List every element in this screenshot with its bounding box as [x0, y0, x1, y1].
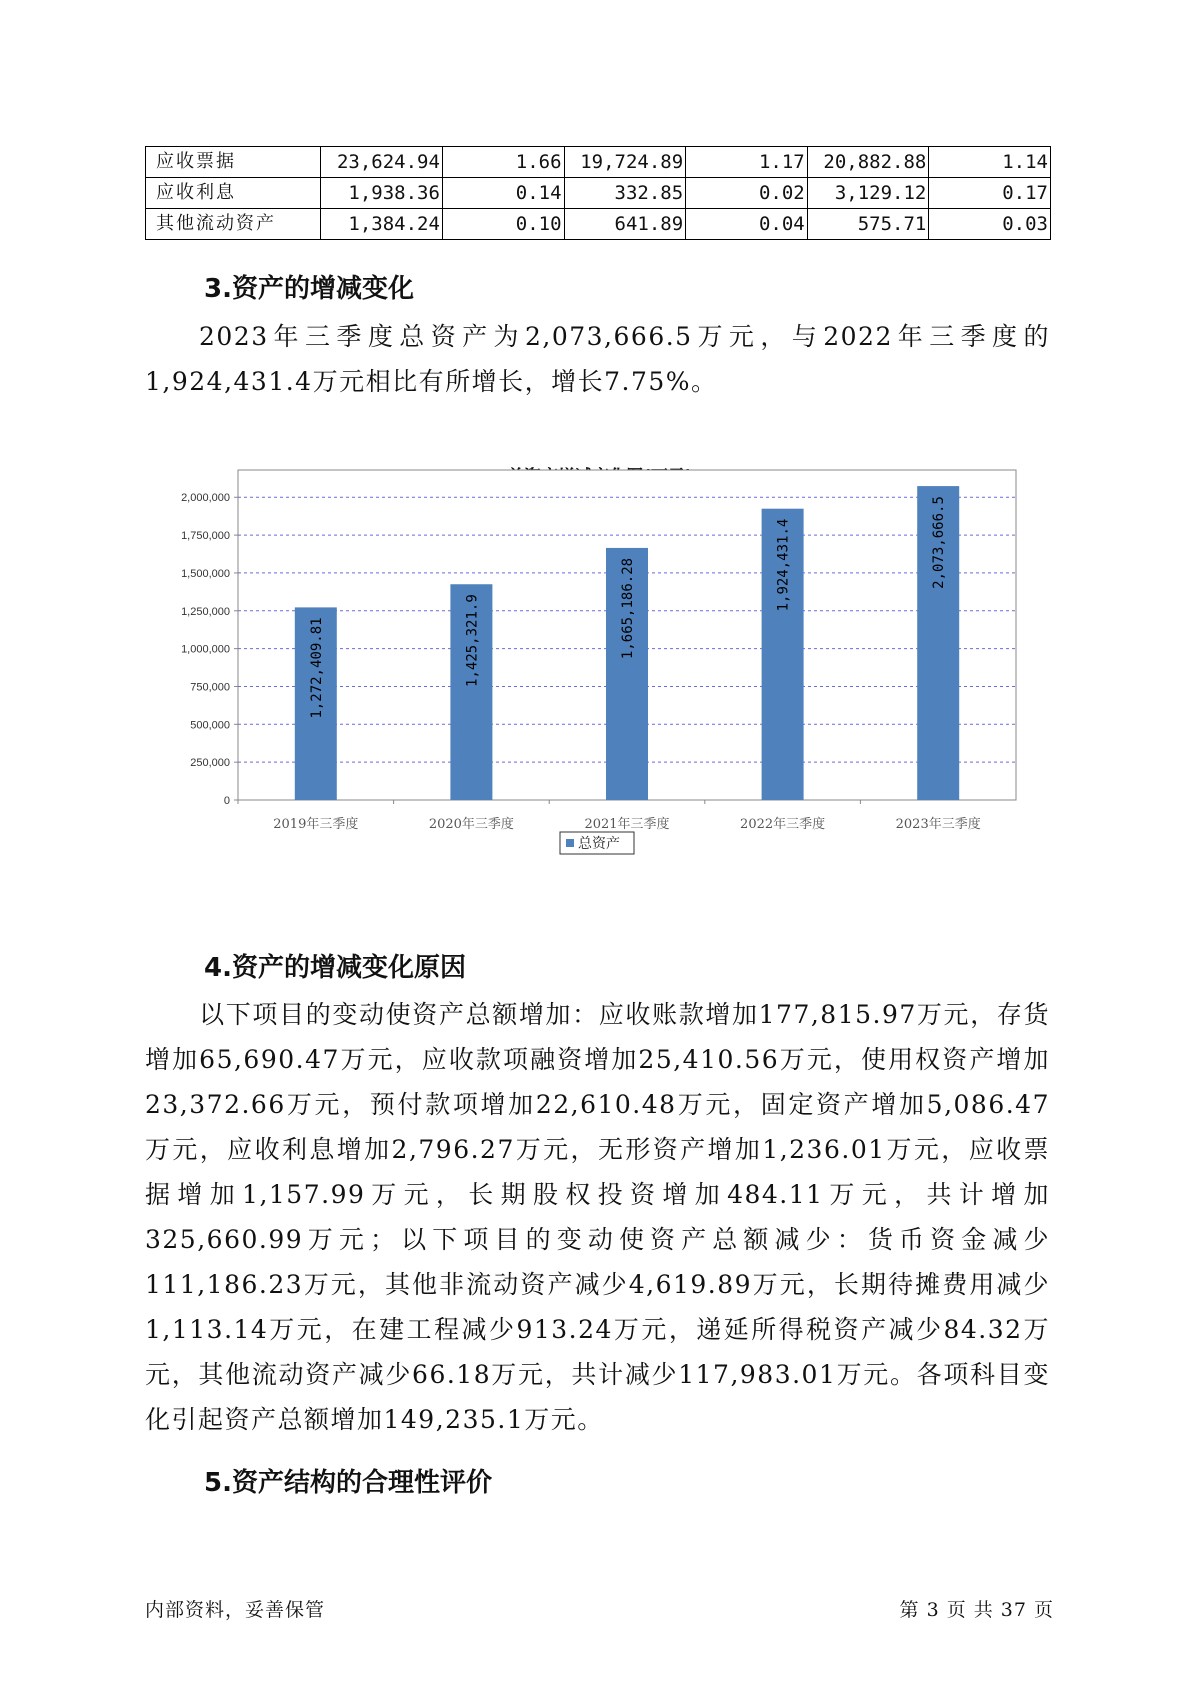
y-tick-label: 750,000: [190, 681, 230, 694]
bar-value-label: 1,272,409.81: [308, 617, 325, 719]
section-3-text: 2023年三季度总资产为2,073,666.5万元，与2022年三季度的1,924,431.4万元相比有所增长，增长7.75%。: [145, 322, 1050, 396]
percent-cell: 1.66: [442, 147, 564, 178]
row-name-cell: 其他流动资产: [146, 209, 321, 240]
y-tick-label: 2,000,000: [181, 492, 230, 505]
percent-cell: 0.17: [929, 178, 1051, 209]
section-3-heading: 3.资产的增减变化: [204, 274, 414, 304]
value-cell: 1,938.36: [321, 178, 443, 209]
value-cell: 1,384.24: [321, 209, 443, 240]
y-tick-label: 0: [223, 795, 230, 807]
row-name-cell: 应收利息: [146, 178, 321, 209]
table-row: [146, 209, 1051, 240]
percent-cell: 0.02: [686, 178, 808, 209]
section-3-paragraph: [145, 314, 1050, 404]
percent-cell: 0.03: [929, 209, 1051, 240]
percent-cell: 1.17: [686, 147, 808, 178]
asset-table: [145, 146, 1051, 240]
value-cell: 332.85: [564, 178, 686, 209]
y-tick-label: 1,750,000: [181, 530, 230, 543]
value-cell: 3,129.12: [807, 178, 929, 209]
table-row: [146, 147, 1051, 178]
footer-page-number: 第 3 页 共 37 页: [899, 1599, 1054, 1621]
y-tick-label: 500,000: [190, 719, 230, 732]
value-cell: 20,882.88: [807, 147, 929, 178]
section-4-paragraph: [145, 992, 1050, 1442]
x-tick-label: 2021年三季度: [584, 817, 670, 832]
percent-cell: 0.04: [686, 209, 808, 240]
y-tick-label: 250,000: [190, 757, 230, 770]
legend-swatch: [566, 839, 574, 847]
bar-value-label: 1,924,431.4: [775, 518, 792, 612]
bar-value-label: 1,425,321.9: [464, 594, 481, 687]
row-name-cell: 应收票据: [146, 147, 321, 178]
percent-cell: 0.14: [442, 178, 564, 209]
y-tick-label: 1,500,000: [181, 567, 230, 580]
bar-value-label: 1,665,186.28: [620, 557, 636, 660]
section-5-heading: 5.资产结构的合理性评价: [204, 1468, 492, 1498]
value-cell: 19,724.89: [564, 147, 686, 178]
total-assets-bar-chart: [160, 460, 1040, 860]
x-tick-label: 2022年三季度: [740, 817, 826, 832]
x-tick-label: 2019年三季度: [273, 817, 359, 832]
legend-label: 总资产: [578, 836, 620, 852]
y-tick-label: 1,250,000: [181, 605, 230, 618]
value-cell: 23,624.94: [321, 147, 443, 178]
value-cell: 641.89: [564, 209, 686, 240]
bar-value-label: 2,073,666.5: [931, 496, 948, 589]
percent-cell: 1.14: [929, 147, 1051, 178]
x-tick-label: 2020年三季度: [428, 817, 514, 832]
value-cell: 575.71: [807, 209, 929, 240]
percent-cell: 0.10: [442, 209, 564, 240]
y-tick-label: 1,000,000: [181, 643, 230, 656]
footer-confidential-note: 内部资料，妥善保管: [145, 1599, 326, 1621]
table-row: [146, 178, 1051, 209]
section-4-text: 以下项目的变动使资产总额增加：应收账款增加177,815.97万元，存货增加65,690.47万元，应收款项融资增加25,410.56万元，使用权资产增加23,372.66万元，预付款项增加22,610.48万元，固定资产增加5,086.47万元，应收利息增加2,796.27万元，无形资产增加1,236.01万元，应收票据增加1,157.99万元，长期股权投资增加484.11万元，共计增加325,660.99万元；以下项目的变动使资产总额减少：货币资金减少111,186.23万元，其他非流动资产减少4,619.89万元，长期待摊费用减少1,113.14万元，在建工程减少913.24万元，递延所得税资产减少84.32万元，其他流动资产减少66.18万元，共计减少117,983.01万元。各项科目变化引起资产总额增加149,235.1万元。: [145, 1000, 1050, 1434]
x-tick-label: 2023年三季度: [895, 817, 981, 832]
section-4-heading: 4.资产的增减变化原因: [204, 953, 466, 983]
